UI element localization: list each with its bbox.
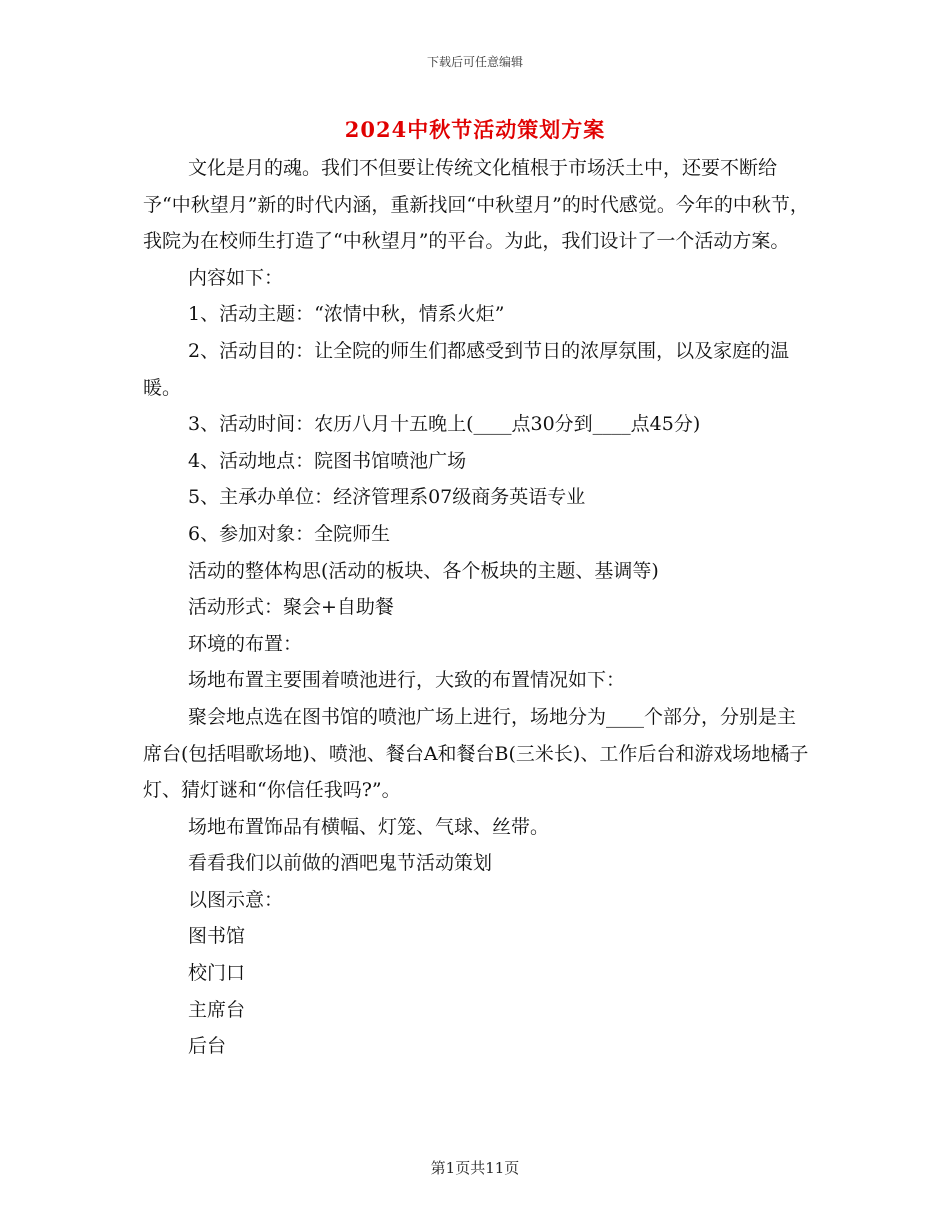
place-library: 图书馆 [188, 925, 246, 948]
place-gate: 校门口 [188, 962, 246, 985]
item-organizer: 5、主承办单位：经济管理系07级商务英语专业 [188, 486, 586, 509]
reference-line: 看看我们以前做的酒吧鬼节活动策划 [188, 852, 493, 875]
venue-main: 场地布置主要围着喷池进行，大致的布置情况如下： [188, 669, 626, 692]
content-intro: 内容如下： [188, 266, 284, 289]
venue-detail-paragraph: 聚会地点选在图书馆的喷池广场上进行，场地分为____个部分，分别是主席台(包括唱歌场地)、喷池、餐台A和餐台B(三米长)、工作后台和游戏场地橘子灯、猜灯谜和“你信任我吗?”。 [143, 705, 809, 802]
item-theme: 1、活动主题：“浓情中秋，情系火炬” [188, 303, 505, 326]
item-time: 3、活动时间：农历八月十五晚上(____点30分到____点45分) [188, 413, 701, 436]
page-footer: 第1页共11页 [430, 1159, 520, 1177]
item-participants: 6、参加对象：全院师生 [188, 522, 391, 545]
item-location: 4、活动地点：院图书馆喷池广场 [188, 449, 467, 472]
place-stage: 主席台 [188, 998, 246, 1021]
document-body [143, 150, 813, 1065]
decor-line: 场地布置饰品有横幅、灯笼、气球、丝带。 [188, 815, 550, 838]
document-title: 2024中秋节活动策划方案 [344, 117, 606, 142]
item-purpose: 2、活动目的：让全院的师生们都感受到节日的浓厚氛围，以及家庭的温暖。 [143, 339, 790, 399]
environment-heading: 环境的布置： [188, 632, 303, 655]
place-backstage: 后台 [188, 1035, 227, 1058]
concept-line: 活动的整体构思(活动的板块、各个板块的主题、基调等) [188, 559, 659, 582]
header-note: 下载后可任意编辑 [426, 55, 523, 69]
form-line: 活动形式：聚会+自助餐 [188, 596, 394, 619]
intro-paragraph: 文化是月的魂。我们不但要让传统文化植根于市场沃土中，还要不断给予“中秋望月”新的时代内涵，重新找回“中秋望月”的时代感觉。今年的中秋节，我院为在校师生打造了“中秋望月”的平台。为此，我们设计了一个活动方案。 [143, 157, 809, 253]
diagram-intro: 以图示意： [188, 888, 284, 911]
